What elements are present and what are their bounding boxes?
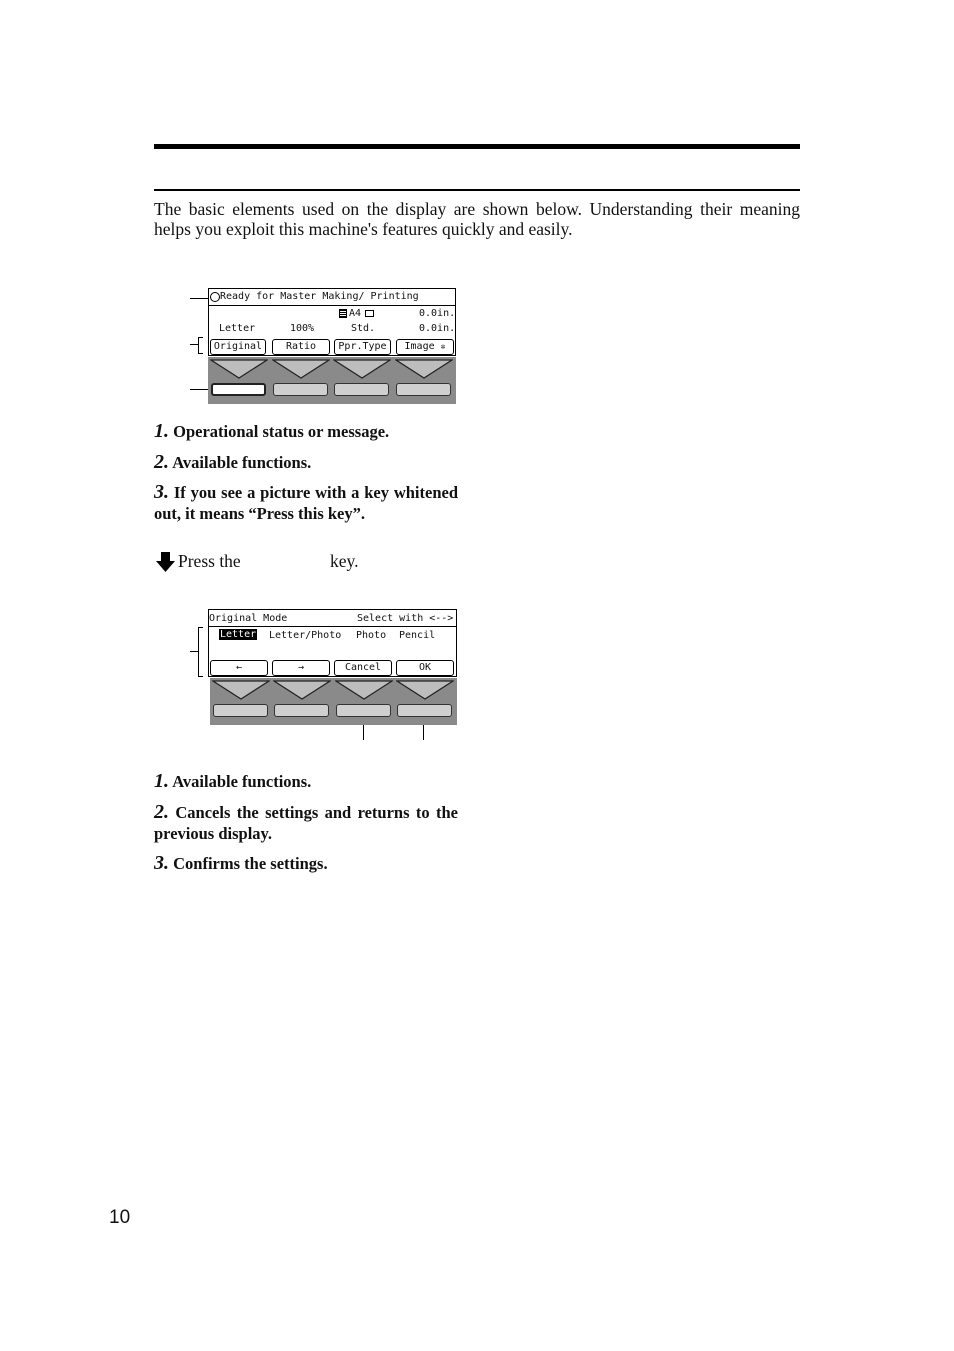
step-text: Available functions. bbox=[172, 453, 312, 472]
callout-bracket-2-bottom bbox=[198, 353, 203, 354]
tab-left-arrow[interactable]: ← bbox=[210, 660, 268, 676]
option-letter-selected[interactable]: Letter bbox=[220, 629, 257, 640]
callout-line-1 bbox=[190, 298, 208, 299]
tab-ok[interactable]: OK bbox=[396, 660, 454, 676]
screen-title: Original Mode bbox=[209, 613, 288, 624]
page-number: 10 bbox=[109, 1207, 131, 1228]
down-arrow-icon bbox=[156, 552, 175, 572]
selection-key-1-pressed[interactable] bbox=[211, 383, 266, 396]
step-text: Available functions. bbox=[172, 772, 312, 791]
step-number: 1. bbox=[154, 420, 169, 442]
step-2-2 bbox=[154, 802, 458, 844]
selection-key-arrow-4 bbox=[395, 359, 453, 379]
tab-paper-type[interactable]: Ppr.Type bbox=[334, 339, 391, 355]
tab-right-arrow[interactable]: → bbox=[272, 660, 330, 676]
tab-ratio[interactable]: Ratio bbox=[272, 339, 330, 355]
tab-original[interactable]: Original bbox=[210, 339, 266, 355]
step-number: 2. bbox=[154, 801, 169, 823]
ratio-value: 100% bbox=[290, 323, 315, 334]
selection-key-2[interactable] bbox=[274, 704, 329, 717]
callout-bracket-a-bottom bbox=[198, 676, 203, 677]
selection-key-2[interactable] bbox=[273, 383, 328, 396]
step-number: 3. bbox=[154, 481, 169, 503]
paper-orientation-icon bbox=[365, 310, 374, 317]
selection-key-arrow-1 bbox=[212, 680, 270, 700]
selection-key-arrow-4 bbox=[396, 680, 454, 700]
section-rule-top bbox=[154, 144, 800, 149]
lcd-screen-original-mode bbox=[208, 609, 457, 677]
subsection-rule bbox=[154, 189, 800, 191]
lcd-screen bbox=[208, 288, 456, 356]
selection-key-arrow-1 bbox=[210, 359, 268, 379]
step-1-3 bbox=[154, 482, 458, 524]
callout-bracket-2-top bbox=[198, 337, 203, 338]
step-number: 3. bbox=[154, 852, 169, 874]
status-indicator-icon bbox=[210, 292, 220, 302]
selection-key-ok[interactable] bbox=[397, 704, 452, 717]
paper-size-value: A4 bbox=[349, 308, 362, 319]
step-2-3 bbox=[154, 853, 458, 874]
tab-image[interactable] bbox=[396, 339, 454, 355]
option-letter-photo[interactable]: Letter/Photo bbox=[269, 630, 342, 641]
callout-line-a bbox=[190, 651, 198, 652]
selection-key-3[interactable] bbox=[334, 383, 389, 396]
value-1: 0.0in. bbox=[419, 308, 456, 319]
step-number: 1. bbox=[154, 770, 169, 792]
original-type-value: Letter bbox=[219, 323, 256, 334]
selection-key-4[interactable] bbox=[396, 383, 451, 396]
callout-bracket-2 bbox=[198, 337, 199, 354]
selection-key-arrow-3 bbox=[335, 680, 393, 700]
image-settings-icon: ✲ bbox=[440, 342, 446, 351]
tab-image-label: Image bbox=[404, 341, 435, 352]
press-text-before: Press the bbox=[178, 551, 241, 571]
press-text-after: key. bbox=[330, 551, 359, 571]
value-2: 0.0in. bbox=[419, 323, 456, 334]
selection-key-arrow-2 bbox=[273, 680, 331, 700]
status-message: Ready for Master Making/ Printing bbox=[220, 291, 419, 302]
paper-tray-icon bbox=[339, 309, 347, 318]
callout-bracket-a bbox=[198, 627, 199, 677]
step-text: If you see a picture with a key whitened out, it means “Press this key”. bbox=[154, 483, 459, 523]
press-instruction bbox=[156, 551, 456, 573]
keypad-panel-2 bbox=[210, 678, 457, 725]
step-1-2 bbox=[154, 452, 458, 473]
step-text: Operational status or message. bbox=[173, 422, 390, 441]
callout-bracket-a-top bbox=[198, 627, 203, 628]
selection-key-1[interactable] bbox=[213, 704, 268, 717]
keypad-panel bbox=[208, 357, 456, 404]
step-text: Cancels the settings and returns to the previous display. bbox=[154, 803, 458, 843]
step-2-1 bbox=[154, 771, 458, 792]
callout-line-2 bbox=[190, 344, 198, 345]
step-text: Confirms the settings. bbox=[173, 854, 328, 873]
selection-key-cancel[interactable] bbox=[336, 704, 391, 717]
step-1-1 bbox=[154, 421, 458, 442]
screen-hint: Select with <--> bbox=[357, 613, 454, 624]
display-example-2 bbox=[190, 609, 460, 741]
step-number: 2. bbox=[154, 451, 169, 473]
paper-type-value: Std. bbox=[351, 323, 376, 334]
option-photo[interactable]: Photo bbox=[356, 630, 387, 641]
selection-key-arrow-3 bbox=[333, 359, 391, 379]
selection-key-arrow-2 bbox=[272, 359, 330, 379]
display-example-1 bbox=[190, 288, 460, 406]
intro-paragraph: The basic elements used on the display are shown below. Understanding their meaning helps you exploit this machine's features quickly and easily. bbox=[154, 199, 800, 239]
tab-cancel[interactable]: Cancel bbox=[334, 660, 392, 676]
option-pencil[interactable]: Pencil bbox=[399, 630, 436, 641]
